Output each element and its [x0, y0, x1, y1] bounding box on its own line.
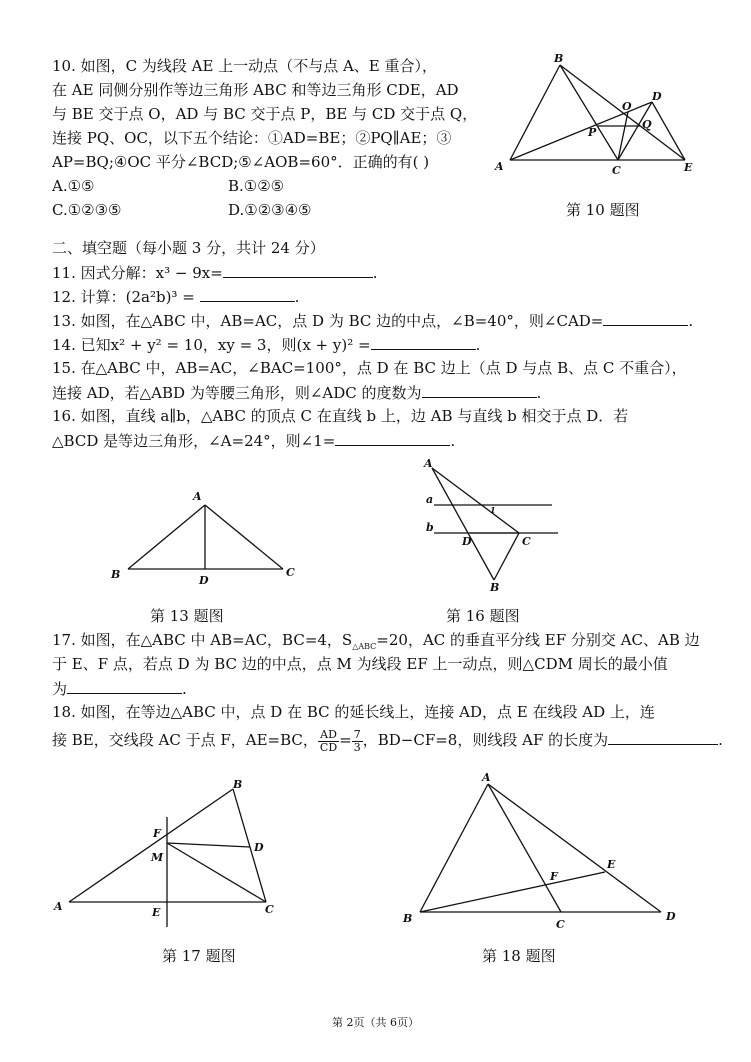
q17-label-f: F: [153, 827, 161, 840]
q10-label-o: O: [622, 100, 632, 113]
q10-label-e: E: [684, 161, 693, 174]
q14: [52, 334, 480, 355]
q14-answer-blank[interactable]: [371, 334, 476, 350]
q17-line-1: [52, 630, 700, 657]
q17-text-c: 为: [52, 680, 68, 698]
q14-text: 14. 已知x² + y² = 10，xy = 3，则(x + y)² =: [52, 336, 371, 354]
q17-label-c: C: [265, 903, 274, 916]
q13-end: .: [688, 312, 694, 330]
q11-answer-blank[interactable]: [223, 262, 373, 278]
q17-line-2: 于 E、F 点，若点 D 为 BC 边的中点，点 M 为线段 EF 上一动点，则△CDM 周长的最小值: [52, 655, 668, 673]
q16-label-line-a: a: [426, 493, 434, 506]
q15-line-1: 15. 在△ABC 中，AB=AC，∠BAC=100°，点 D 在 BC 边上（点 D 与点 B、点 C 不重合），: [52, 359, 687, 377]
q16-label-c: C: [522, 535, 531, 548]
q10-label-p: P: [588, 126, 597, 139]
q16-label-angle-1: 1: [490, 505, 496, 515]
q10-option-a: A.①⑤: [52, 177, 95, 195]
q11-end: .: [372, 264, 378, 282]
q10-line-4: 连接 PQ、OC，以下五个结论：①AD=BE；②PQ∥AE；③: [52, 129, 452, 147]
q16-end: .: [450, 432, 456, 450]
q11-text: 11. 因式分解：x³ − 9x=: [52, 264, 223, 282]
q17-figure: [52, 775, 282, 935]
q17-caption: 第 17 题图: [162, 947, 236, 965]
q18-fraction-denominator: CD: [319, 740, 338, 754]
q12-answer-blank[interactable]: [200, 286, 295, 302]
q18-label-d: D: [666, 910, 676, 923]
q10-figure: [490, 50, 700, 185]
q18-label-f: F: [550, 870, 558, 883]
q10-caption: 第 10 题图: [566, 201, 640, 219]
q18-value-denominator: 3: [353, 740, 361, 754]
q10-line-3: 与 BE 交于点 O，AD 与 BC 交于点 P，BE 与 CD 交于点 Q，: [52, 105, 478, 123]
q15-answer-blank[interactable]: [422, 382, 537, 398]
q13-label-a: A: [193, 490, 202, 503]
q15-text: 连接 AD，若△ABD 为等腰三角形，则∠ADC 的度数为: [52, 384, 422, 402]
q13-label-d: D: [199, 574, 209, 587]
q13-answer-blank[interactable]: [603, 310, 688, 326]
q13-label-b: B: [111, 568, 121, 581]
q16-label-d: D: [462, 535, 472, 548]
q10-line-1: 10. 如图，C 为线段 AE 上一动点（不与点 A、E 重合），: [52, 57, 438, 75]
q15-line-2: [52, 382, 541, 403]
q16-label-a: A: [424, 457, 433, 470]
q10-label-c: C: [612, 164, 621, 177]
q17-end: .: [182, 680, 187, 698]
q18-fraction-value: [352, 729, 363, 754]
q16-line-1: 16. 如图，直线 a∥b，△ABC 的顶点 C 在直线 b 上，边 AB 与直线 b 相交于点 D．若: [52, 407, 629, 425]
q14-end: .: [475, 336, 481, 354]
q16-text: △BCD 是等边三角形，∠A=24°，则∠1=: [52, 432, 336, 450]
q16-label-b: B: [490, 581, 500, 594]
q13-figure: [108, 486, 308, 591]
q18-text-a: 接 BE，交线段 AC 于点 F，AE=BC，: [52, 731, 318, 749]
q18-equals: =: [339, 731, 352, 749]
q10-label-d: D: [652, 90, 662, 103]
q10-line-5: AP=BQ;④OC 平分∠BCD;⑤∠AOB=60°．正确的有( ): [52, 153, 430, 171]
q18-answer-blank[interactable]: [608, 729, 718, 745]
q12-end: .: [294, 288, 300, 306]
q13-label-c: C: [286, 566, 295, 579]
q13: [52, 310, 693, 331]
q17-text-b: =20，AC 的垂直平分线 EF 分别交 AC、AB 边: [376, 631, 700, 649]
q18-fraction-ad-cd: [318, 729, 339, 754]
q10-option-b: B.①②⑤: [228, 177, 285, 195]
page-footer: 第 2页（共 6页）: [332, 1016, 419, 1029]
q12: [52, 286, 299, 307]
q10-line-2: 在 AE 同侧分别作等边三角形 ABC 和等边三角形 CDE，AD: [52, 81, 459, 99]
q18-caption: 第 18 题图: [482, 947, 556, 965]
q10-option-c: C.①②③⑤: [52, 201, 122, 219]
q15-end: .: [536, 384, 542, 402]
q18-fraction-numerator: AD: [318, 729, 339, 742]
q17-area-subscript: △ABC: [352, 642, 377, 651]
q16-figure: [418, 455, 568, 595]
q17-label-m: M: [151, 851, 164, 864]
q16-answer-blank[interactable]: [335, 430, 450, 446]
q18-value-numerator: 7: [353, 727, 361, 741]
q18-label-c: C: [556, 918, 565, 931]
q16-caption: 第 16 题图: [446, 607, 520, 625]
q18-figure: [398, 770, 688, 935]
q17-text-a: 17. 如图，在△ABC 中 AB=AC，BC=4，S: [52, 631, 353, 649]
q11: [52, 262, 378, 283]
q17-line-3: [52, 678, 187, 699]
section-2-heading: 二、填空题（每小题 3 分，共计 24 分）: [52, 239, 325, 257]
q13-caption: 第 13 题图: [150, 607, 224, 625]
q18-label-b: B: [403, 912, 413, 925]
q18-text-b: ，BD−CF=8，则线段 AF 的长度为: [362, 731, 609, 749]
q17-label-e: E: [152, 906, 161, 919]
q18-label-e: E: [607, 858, 616, 871]
q18-line-1: 18. 如图，在等边△ABC 中，点 D 在 BC 的延长线上，连接 AD，点 E 在线段 AD 上，连: [52, 703, 655, 721]
q16-label-line-b: b: [426, 521, 434, 534]
q17-label-d: D: [254, 841, 264, 854]
q18-line-2: [52, 726, 723, 754]
q16-line-2: [52, 430, 455, 451]
q18-end: .: [718, 731, 723, 749]
q18-label-a: A: [482, 771, 491, 784]
q10-option-d: D.①②③④⑤: [228, 201, 312, 219]
q10-label-q: Q: [642, 118, 652, 131]
q10-label-b: B: [554, 52, 564, 65]
q17-label-a: A: [54, 900, 63, 913]
q10-label-a: A: [495, 160, 504, 173]
q17-answer-blank[interactable]: [67, 678, 182, 694]
q17-label-b: B: [233, 778, 243, 791]
q13-text: 13. 如图，在△ABC 中，AB=AC，点 D 为 BC 边的中点，∠B=40°，则∠CAD=: [52, 312, 604, 330]
q12-text: 12. 计算：(2a²b)³ =: [52, 288, 195, 306]
